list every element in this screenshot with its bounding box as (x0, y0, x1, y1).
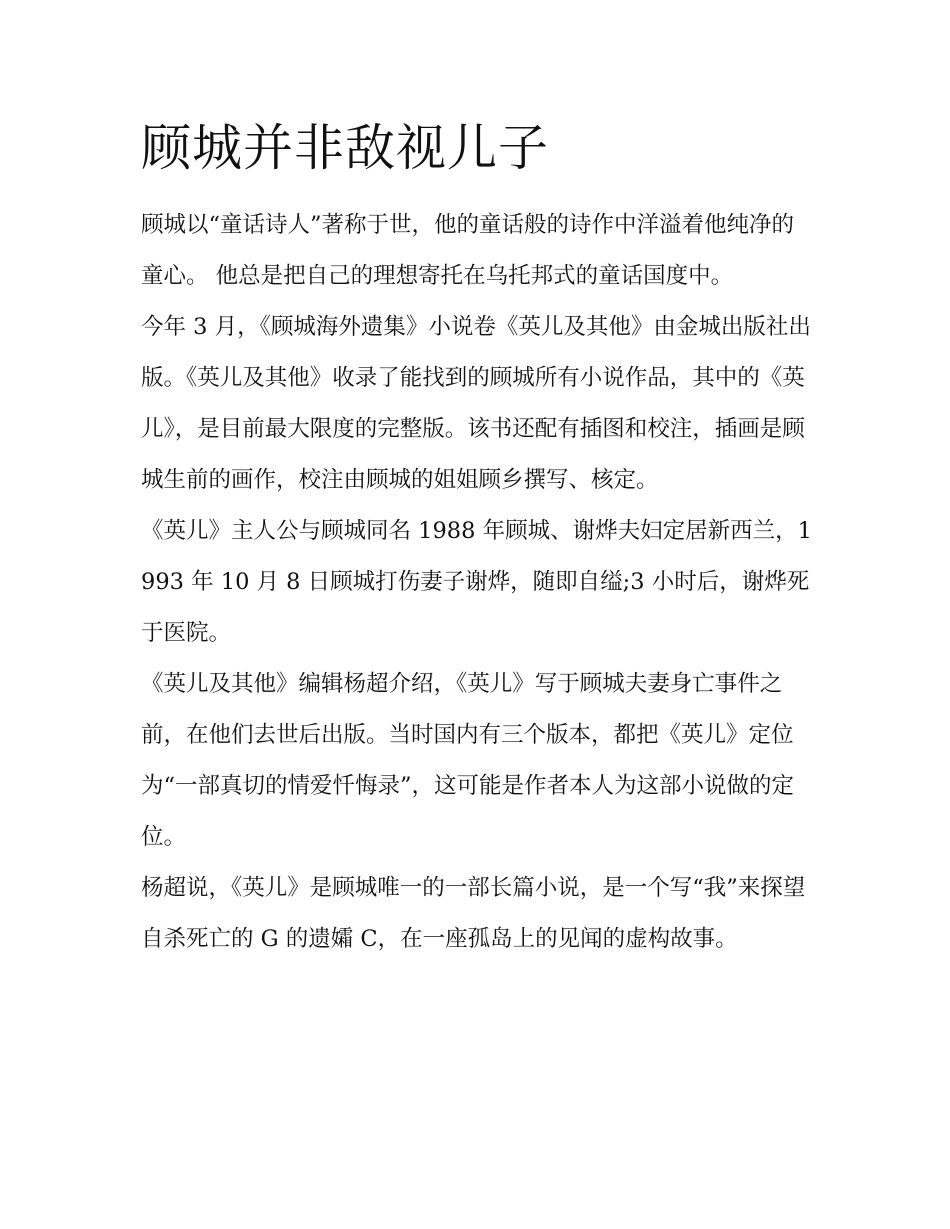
paragraph-3: 《英儿》主人公与顾城同名 1988 年顾城、谢烨夫妇定居新西兰，1993 年 10 月 8 日顾城打伤妻子谢烨，随即自缢;3 小时后，谢烨死于医院。 (141, 518, 812, 646)
paragraph-4: 《英儿及其他》编辑杨超介绍，《英儿》写于顾城夫妻身亡事件之前，在他们去世后出版。当时国内有三个版本，都把《英儿》定位为“一部真切的情爱忏悔录”，这可能是作者本人为这部小说做的定位。 (141, 671, 795, 850)
paragraph-1: 顾城以“童话诗人”著称于世，他的童话般的诗作中洋溢着他纯净的童心。 他总是把自己的理想寄托在乌托邦式的童话国度中。 (141, 212, 795, 289)
paragraph-5: 杨超说，《英儿》是顾城唯一的一部长篇小说，是一个写“我”来探望自杀死亡的 G 的遗孀 C，在一座孤岛上的见闻的虚构故事。 (141, 875, 806, 952)
article-title: 顾城并非敌视儿子 (141, 119, 549, 177)
paragraph-2: 今年 3 月，《顾城海外遗集》小说卷《英儿及其他》由金城出版社出版。《英儿及其他》收录了能找到的顾城所有小说作品，其中的《英儿》，是目前最大限度的完整版。该书还配有插图和校注，插画是顾城生前的画作，校注由顾城的姐姐顾乡撰写、核定。 (141, 314, 811, 493)
document-page (141, 112, 813, 965)
